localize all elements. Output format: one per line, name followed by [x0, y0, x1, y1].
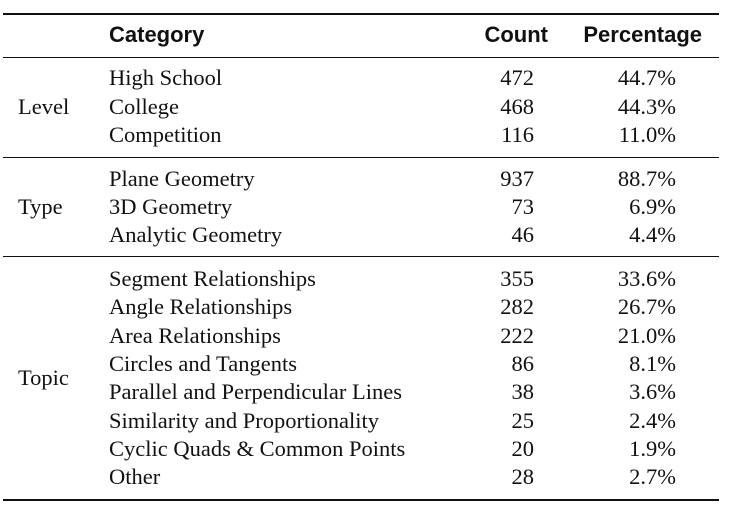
table-row-category: Area Relationships — [109, 323, 281, 348]
header-rule — [3, 57, 719, 58]
table-row-percentage: 26.7% — [617, 294, 676, 319]
table-row-count: 25 — [511, 408, 534, 433]
table-row-percentage: 2.4% — [629, 408, 676, 433]
table-row-count: 222 — [500, 323, 534, 348]
table-row-category: Parallel and Perpendicular Lines — [109, 379, 403, 404]
table-row-percentage: 3.6% — [629, 379, 676, 404]
table-row-count: 28 — [511, 464, 534, 489]
table-row-percentage: 88.7% — [617, 166, 676, 191]
group-label-level: Level — [18, 94, 70, 119]
table-row-category: Plane Geometry — [109, 166, 255, 191]
table-row-category: Other — [109, 464, 161, 489]
table-row-count: 472 — [500, 65, 534, 90]
table-row-percentage: 1.9% — [629, 436, 676, 461]
table-row-count: 282 — [500, 294, 534, 319]
table-row-count: 46 — [511, 222, 534, 247]
header-category: Category — [109, 22, 205, 47]
table-row-category: Cyclic Quads & Common Points — [109, 436, 406, 461]
table-row-percentage: 21.0% — [617, 323, 676, 348]
top-rule — [3, 13, 719, 15]
table-row-category: College — [109, 94, 179, 119]
header-count: Count — [484, 22, 548, 47]
table-row-percentage: 2.7% — [629, 464, 676, 489]
type-topic-divider — [3, 256, 719, 257]
table-row-category: Angle Relationships — [109, 294, 293, 319]
table-row-category: Analytic Geometry — [109, 222, 283, 247]
table-row-category: High School — [109, 65, 223, 90]
table-row-count: 86 — [511, 351, 534, 376]
table-row-count: 355 — [500, 266, 534, 291]
table-row-count: 73 — [511, 194, 534, 219]
table-row-count: 20 — [511, 436, 534, 461]
table-row-percentage: 4.4% — [629, 222, 676, 247]
table-row-count: 38 — [511, 379, 534, 404]
table-row-count: 937 — [500, 166, 534, 191]
group-label-type: Type — [18, 194, 63, 219]
table-row-count: 468 — [500, 94, 534, 119]
table-row-percentage: 33.6% — [617, 266, 676, 291]
table-row-category: Segment Relationships — [109, 266, 316, 291]
table-row-count: 116 — [501, 122, 534, 147]
table-row-category: 3D Geometry — [109, 194, 233, 219]
table-row-percentage: 44.7% — [617, 65, 676, 90]
table-row-category: Competition — [109, 122, 222, 147]
table-row-category: Similarity and Proportionality — [109, 408, 379, 433]
table-row-category: Circles and Tangents — [109, 351, 297, 376]
table-row-percentage: 6.9% — [629, 194, 676, 219]
bottom-rule — [3, 499, 719, 501]
table-row-percentage: 44.3% — [617, 94, 676, 119]
header-percentage: Percentage — [583, 22, 702, 47]
table-row-percentage: 8.1% — [629, 351, 676, 376]
table-row-percentage: 11.0% — [618, 122, 676, 147]
level-type-divider — [3, 157, 719, 158]
group-label-topic: Topic — [18, 365, 69, 390]
